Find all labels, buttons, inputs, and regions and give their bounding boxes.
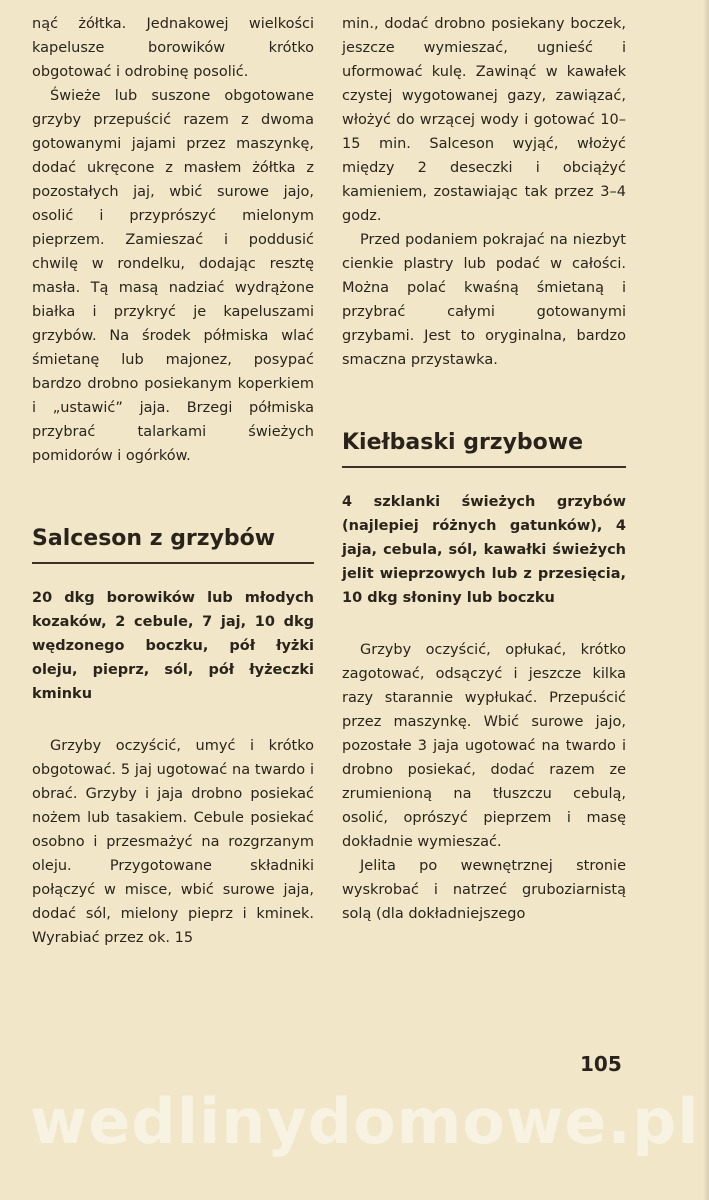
section-title: Salceson z grzybów: [32, 526, 276, 551]
paragraph: Świeże lub suszone obgotowane grzyby przepuścić razem z dwoma gotowanymi jajami przez maszynkę, dodać ukręcone z masłem żółtka z pozostałych jaj, wbić surowe jajo, osolić i przyprószyć mielonym pieprzem. Zamieszać i poddusić chwilę w rondelku, dodając resztę masła. Tą masą nadziać wydrążone białka i przykryć je kapeluszami grzybów. Na środek półmiska wlać śmietanę lub majonez, posypać bardzo drobno posiekanym koperkiem i „ustawić” jaja. Brzegi półmiska przybrać talarkami świeżych pomidorów i ogórków.: [32, 88, 314, 464]
paragraph: Grzyby oczyścić, opłukać, krótko zagotować, odsączyć i jeszcze kilka razy starannie wypłukać. Przepuścić przez maszynkę. Wbić surowe jajo, pozostałe 3 jaja ugotować na twardo i drobno posiekać, dodać razem ze zrumienioną na tłuszczu cebulą, osolić, oprószyć pieprzem i masę dokładnie wymieszać.: [342, 642, 626, 850]
watermark: wedlinydomowe.pl: [30, 1085, 700, 1158]
left-column: [32, 12, 314, 950]
paragraph: min., dodać drobno posiekany boczek, jeszcze wymieszać, ugnieść i uformować kulę. Zawinąć w kawałek czystej wygotowanej gazy, zawiązać, włożyć do wrzącej wody i gotować 10–15 min. Salceson wyjąć, włożyć między 2 deseczki i obciążyć kamieniem, zostawiając tak przez 3–4 godz.: [342, 16, 626, 224]
paragraph: Przed podaniem pokrajać na niezbyt cienkie plastry lub podać w całości. Można polać kwaśną śmietaną i przybrać całymi gotowanymi grzybami. Jest to oryginalna, bardzo smaczna przystawka.: [342, 232, 626, 368]
paragraph: Grzyby oczyścić, umyć i krótko obgotować. 5 jaj ugotować na twardo i obrać. Grzyby i jaja drobno posiekać nożem lub tasakiem. Cebule posiekać osobno i przesmażyć na rozgrzanym oleju. Przygotowane składniki połączyć w misce, wbić surowe jaja, dodać sól, mielony pieprz i kminek. Wyrabiać przez ok. 15: [32, 738, 314, 946]
section-title: Kiełbaski grzybowe: [342, 430, 584, 455]
page-number: 105: [580, 1052, 622, 1076]
page-edge: [703, 0, 709, 1200]
right-column: [342, 12, 626, 926]
ingredients-list: 20 dkg borowików lub młodych kozaków, 2 cebule, 7 jaj, 10 dkg wędzonego boczku, pół łyżki oleju, pieprz, sól, pół łyżeczki kminku: [32, 590, 314, 702]
paragraph: nąć żółtka. Jednakowej wielkości kapelusze borowików krótko obgotować i odrobinę posolić.: [32, 16, 314, 80]
ingredients-list: 4 szklanki świeżych grzybów (najlepiej różnych gatunków), 4 jaja, cebula, sól, kawałki świeżych jelit wieprzowych lub z przesięcia, 10 dkg słoniny lub boczku: [342, 494, 626, 606]
paragraph: Jelita po wewnętrznej stronie wyskrobać i natrzeć gruboziarnistą solą (dla dokładniejszego: [342, 858, 626, 922]
